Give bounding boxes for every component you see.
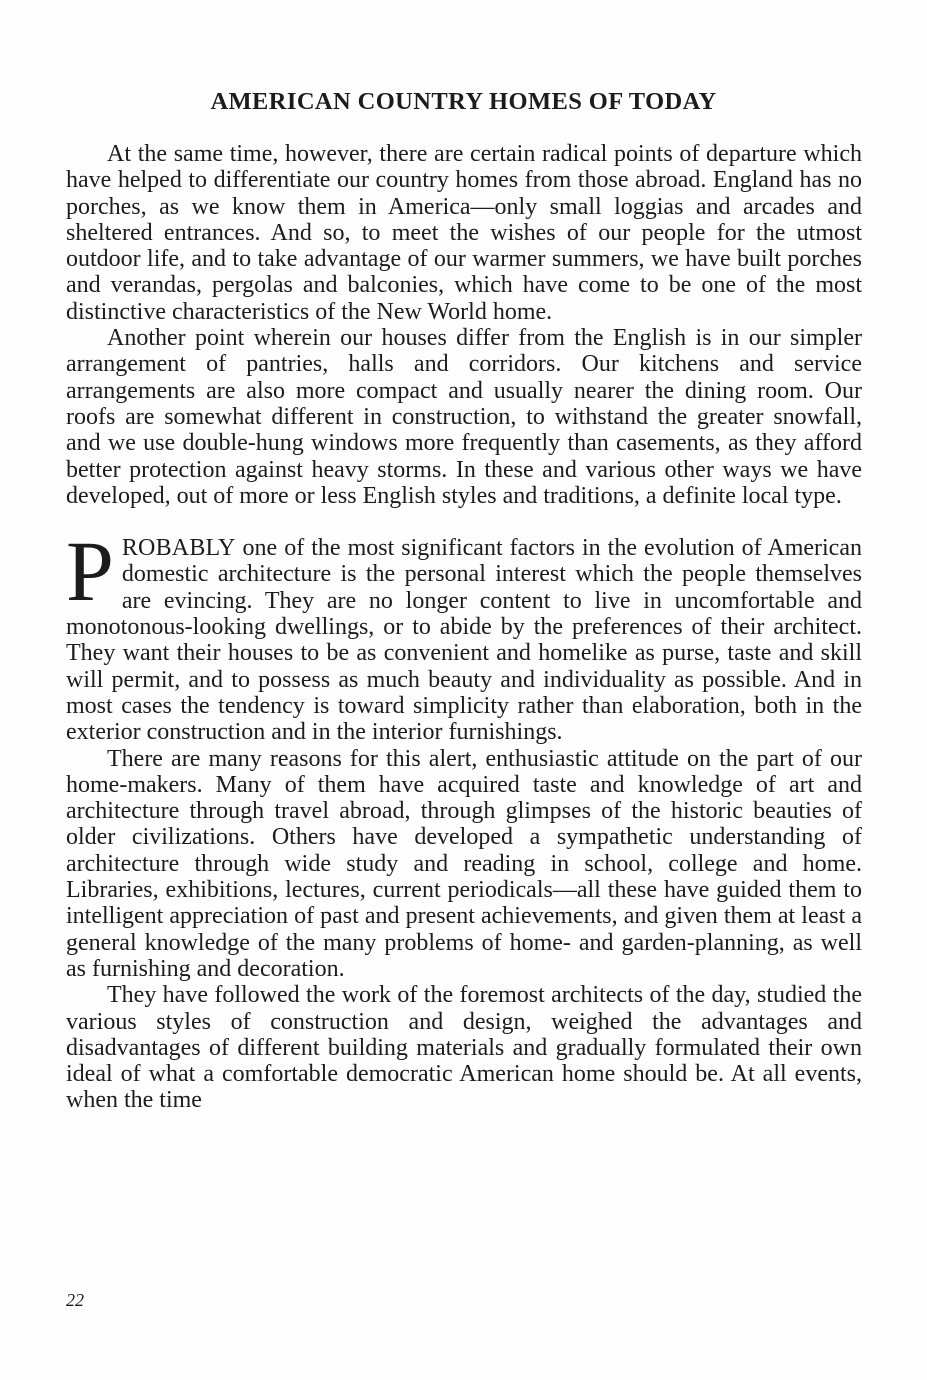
drop-cap: P bbox=[66, 523, 114, 620]
paragraph-probably-text: one of the most significant factors in the evolution of American domestic architecture is the personal interest which the people themselves are evincing. They are no longer content to live in uncomfortable and monotonous-looking dwellings, or to abide by the preferences of their architect. They want their houses to be as convenient and homelike as purse, taste and skill will permit, and to possess as much beauty and individuality as possible. And in most cases the tendency is toward simplicity rather than elaboration, both in the exterior construction and in the interior furnishings. bbox=[66, 535, 862, 746]
lead-word: ROBABLY bbox=[121, 535, 236, 562]
paragraph-differences: Another point wherein our houses differ from the English is in our simpler arrangement of pantries, halls and corridors. Our kitchens and service arrangements are also more compact and usually nearer the dining room. Our roofs are somewhat different in construction, to withstand the greater snowfall, and we use double-hung windows more frequently than casements, as they afford better protection against heavy storms. In these and various other ways we have developed, out of more or less English styles and traditions, a definite local type. bbox=[66, 325, 862, 509]
paragraph-followed: They have followed the work of the foremost architects of the day, studied the various styles of construction and design, weighed the advantages and disadvantages of different building materials and gradually formulated their own ideal of what a comfortable democratic American home should be. At all events, when the time bbox=[66, 982, 862, 1114]
running-head-title: AMERICAN COUNTRY HOMES OF TODAY bbox=[210, 88, 717, 115]
section-break bbox=[66, 509, 862, 535]
paragraph-porches: At the same time, however, there are certain radical points of departure which have helped to differentiate our country homes from those abroad. England has no porches, as we know them in America—only small loggias and arcades and sheltered entrances. And so, to meet the wishes of our people for the utmost outdoor life, and to take advantage of our warmer summers, we have built porches and verandas, pergolas and balconies, which have come to be one of the most distinctive characteristics of the New World home. bbox=[66, 141, 862, 325]
paragraph-probably bbox=[66, 523, 862, 746]
body-text bbox=[66, 141, 862, 1114]
page-number: 22 bbox=[66, 1290, 84, 1310]
paragraph-reasons: There are many reasons for this alert, enthusiastic attitude on the part of our home-makers. Many of them have acquired taste and knowledge of art and architecture through travel abroad, through glimpses of the historic beauties of older civilizations. Others have developed a sympathetic understanding of architecture through wide study and reading in school, college and home. Libraries, exhibitions, lectures, current periodicals—all these have guided them to intelligent appreciation of past and present achievements, and given them at least a general knowledge of the many problems of home- and garden-planning, as well as furnishing and decoration. bbox=[66, 745, 862, 982]
